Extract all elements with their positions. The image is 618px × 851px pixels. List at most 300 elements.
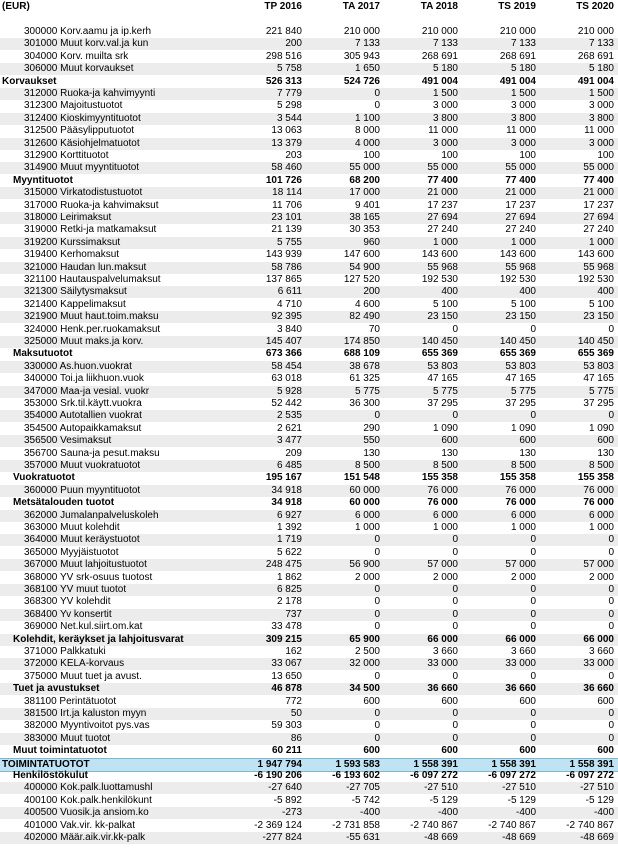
row-label: Henkilöstökulut [13,770,89,781]
value-cell: 47 165 [583,373,614,385]
table-row [0,373,618,385]
row-label: 321100 Hautauspalvelumaksut [24,274,161,285]
value-cell: 268 691 [499,50,536,62]
row-label: 325000 Muut maks.ja korv. [24,336,144,347]
value-cell: 100 [441,150,458,161]
value-cell: 1 593 583 [335,758,380,770]
value-cell: 0 [452,584,458,595]
value-cell: 6 000 [588,509,614,521]
value-cell: 0 [608,410,614,422]
value-cell: 23 150 [505,311,536,323]
value-cell: 101 726 [265,174,302,186]
row-label: 402000 Määr.aik.vir.kk-palk [24,832,146,843]
value-cell: 192 530 [577,274,614,285]
value-cell: 21 000 [427,187,458,199]
value-cell: 155 358 [499,472,536,484]
value-cell: 7 133 [354,38,380,50]
value-cell: 210 000 [421,26,458,37]
value-cell: 6 000 [354,509,380,521]
value-cell: 655 369 [577,348,614,360]
value-cell: 0 [374,100,380,112]
value-cell: 54 900 [349,261,380,273]
value-cell: 0 [452,608,458,620]
table-row [0,485,618,497]
row-label: 312600 Käsiohjelmatuotot [24,137,140,149]
value-cell: 1 100 [354,112,380,124]
value-cell: 100 [597,150,614,161]
row-label: 347000 Maa-ja vesial. vuokr [24,385,150,397]
value-cell: 63 018 [271,373,302,385]
value-cell: 400 [597,286,614,298]
row-label: 368000 YV srk-osuus tuotost [24,571,153,583]
value-cell: 1 090 [588,422,614,434]
value-cell: 192 530 [499,274,536,285]
value-cell: 600 [441,435,458,447]
table-row [0,460,618,472]
table-row [0,733,618,745]
value-cell: 0 [608,720,614,732]
table-row [0,200,618,212]
row-label: 314900 Muut myyntituotot [24,162,140,174]
value-cell: 210 000 [343,26,380,37]
row-label: 319400 Kerhomaksut [24,249,120,261]
value-cell: 5 928 [276,385,302,397]
value-cell: 3 000 [588,100,614,112]
value-cell: 2 500 [354,646,380,657]
value-cell: 58 786 [271,261,302,273]
value-cell: -273 [281,807,302,819]
value-cell: 600 [597,745,614,757]
value-cell: 0 [374,732,380,744]
row-label: 312500 Pääsylipputuotot [24,125,135,137]
value-cell: 127 520 [343,274,380,285]
value-cell: 1 090 [432,422,458,434]
value-cell: 298 516 [265,50,302,62]
value-cell: 0 [530,534,536,546]
table-row [0,88,618,100]
value-cell: 52 442 [271,398,302,409]
value-cell: 77 400 [583,174,614,186]
table-row [0,410,618,422]
row-label: 381100 Perintätuotot [24,695,117,707]
value-cell: 737 [285,608,302,620]
value-cell: 400 [441,286,458,298]
value-cell: 491 004 [421,75,458,87]
row-label: 357000 Muut vuokratuotot [24,460,141,471]
value-cell: -48 669 [502,832,536,843]
value-cell: 21 139 [271,224,302,236]
table-row [0,584,618,596]
value-cell: 8 500 [588,460,614,471]
value-cell: 1 500 [510,88,536,99]
value-cell: 1 090 [510,422,536,434]
value-cell: 1 500 [432,88,458,99]
subtotal-row [0,683,618,695]
value-cell: 3 800 [588,112,614,124]
value-cell: -5 742 [351,794,380,806]
value-cell: -6 097 272 [488,770,536,781]
value-cell: 210 000 [499,26,536,37]
value-cell: 600 [519,435,536,447]
row-label: 321900 Muut haut.toim.maksu [24,311,159,323]
value-cell: 18 114 [272,187,302,199]
table-row [0,832,618,844]
value-cell: 0 [374,670,380,682]
value-cell: 77 400 [427,174,458,186]
row-label: 319000 Retki-ja matkamaksut [24,224,157,236]
value-cell: 1 000 [588,522,614,533]
value-cell: 0 [452,546,458,558]
table-row [0,820,618,832]
value-cell: 0 [374,720,380,732]
value-cell: 53 803 [505,360,536,372]
value-cell: -48 669 [580,832,614,843]
value-cell: 203 [285,150,302,161]
value-cell: 5 758 [276,63,302,75]
value-cell: -27 705 [346,782,380,794]
value-cell: 55 968 [505,261,536,273]
value-cell: 7 133 [510,38,536,50]
table-row [0,435,618,447]
value-cell: 11 000 [428,125,458,137]
value-cell: 2 535 [276,410,302,422]
value-cell: 130 [441,447,458,459]
row-label: 381500 Irt.ja kaluston myyn [24,708,147,719]
value-cell: 65 900 [349,633,380,645]
table-row [0,547,618,559]
row-label: Maksutuotot [13,348,73,360]
value-cell: 33 000 [505,658,536,670]
row-label: 369000 Net.kul.siirt.om.kat [24,621,143,633]
table-row [0,212,618,224]
value-cell: 3 840 [276,323,302,335]
value-cell: 13 379 [271,137,302,149]
subtotal-row [0,76,618,88]
value-cell: 38 678 [349,360,380,372]
value-cell: -27 510 [424,782,458,794]
value-cell: 76 000 [583,484,614,496]
row-label: 368400 Yv konsertit [24,608,112,620]
row-label: 354000 Autotallien vuokrat [24,410,142,422]
value-cell: 2 000 [588,571,614,583]
value-cell: 0 [374,584,380,595]
value-cell: 27 694 [505,212,536,223]
value-cell: 3 000 [432,100,458,112]
table-row [0,100,618,112]
value-cell: 0 [530,546,536,558]
value-cell: 60 000 [349,497,380,509]
value-cell: -400 [359,807,380,819]
value-cell: -6 190 206 [254,770,302,781]
value-cell: 195 167 [265,472,302,484]
row-label: 321000 Haudan lun.maksut [24,261,147,273]
value-cell: 155 358 [577,472,614,484]
value-cell: 4 000 [354,137,380,149]
table-row [0,51,618,63]
value-cell: 70 [368,323,380,335]
table-row [0,224,618,236]
value-cell: -2 731 858 [332,819,380,831]
subtotal-row [0,497,618,509]
table-row [0,671,618,683]
row-label: Myyntituotot [13,174,73,186]
value-cell: 1 558 391 [491,758,536,770]
value-cell: 59 303 [271,720,302,732]
value-cell: 27 694 [427,212,458,223]
value-cell: 0 [608,596,614,608]
table-row [0,522,618,534]
value-cell: 5 775 [510,385,536,397]
value-cell: 5 180 [510,63,536,75]
row-label: 362000 Jumalanpalveluskoleh [24,509,159,521]
value-cell: 0 [374,546,380,558]
value-cell: 5 775 [588,385,614,397]
value-cell: 162 [285,646,302,657]
value-cell: 305 943 [343,50,380,62]
value-cell: 3 800 [432,112,458,124]
value-cell: -400 [515,807,536,819]
value-cell: 21 000 [505,187,536,199]
value-cell: 37 295 [505,398,536,409]
value-cell: 3 000 [510,100,536,112]
value-cell: 0 [530,670,536,682]
row-label: 382000 Myyntivoitot pys.vas [24,720,150,732]
row-label: TOIMINTATUOTOT [2,758,90,770]
row-label: 400100 Kok.palk.henkilökunt [24,794,152,806]
row-label: 301000 Muut korv.val.ja kun [24,38,149,50]
value-cell: 6 485 [276,460,302,471]
table-row [0,572,618,584]
table-row [0,336,618,348]
value-cell: 0 [608,546,614,558]
value-cell: 0 [452,323,458,335]
value-cell: 37 295 [427,398,458,409]
table-row [0,63,618,75]
value-cell: 772 [285,695,302,707]
value-cell: 9 401 [354,199,380,211]
value-cell: -277 824 [262,832,302,843]
row-label: 312900 Korttituotot [24,150,109,161]
row-label: Korvaukset [2,75,57,87]
table-row [0,249,618,261]
value-cell: 3 660 [510,646,536,657]
value-cell: 5 180 [432,63,458,75]
value-cell: 17 237 [505,199,536,211]
value-cell: 600 [597,435,614,447]
value-cell: 209 [285,447,302,459]
value-cell: 600 [519,745,536,757]
value-cell: 174 850 [343,336,380,347]
value-cell: 0 [374,596,380,608]
table-row [0,646,618,658]
value-cell: 76 000 [427,484,458,496]
value-cell: 33 067 [271,658,302,670]
value-cell: 155 358 [421,472,458,484]
value-cell: 0 [608,534,614,546]
row-label: 363000 Muut kolehdit [24,522,120,533]
value-cell: 8 500 [432,460,458,471]
column-header: TP 2016 [264,1,302,12]
row-label: 319200 Kurssimaksut [24,236,121,248]
value-cell: 200 [285,38,302,50]
table-header [0,1,618,13]
value-cell: 0 [452,621,458,633]
value-cell: 55 000 [583,162,614,174]
value-cell: 27 240 [505,224,536,236]
value-cell: -400 [437,807,458,819]
value-cell: 5 100 [510,298,536,310]
value-cell: 3 000 [588,137,614,149]
value-cell: 38 165 [349,212,380,223]
value-cell: 55 000 [349,162,380,174]
subtotal-row [0,745,618,757]
value-cell: 23 150 [583,311,614,323]
value-cell: 8 500 [354,460,380,471]
value-cell: 221 840 [265,26,302,37]
value-cell: 4 600 [354,298,380,310]
value-cell: 0 [374,608,380,620]
value-cell: 600 [363,745,380,757]
row-label: 354500 Autopaikkamaksut [24,422,142,434]
value-cell: 17 237 [427,199,458,211]
value-cell: 143 600 [577,249,614,261]
row-label: 368300 YV kolehdit [24,596,111,608]
row-label: 304000 Korv. muilta srk [24,50,129,62]
table-row [0,398,618,410]
value-cell: 3 800 [510,112,536,124]
value-cell: 5 100 [432,298,458,310]
table-row [0,386,618,398]
value-cell: 309 215 [265,633,302,645]
value-cell: 526 313 [265,75,302,87]
value-cell: 30 353 [349,224,380,236]
value-cell: -5 129 [585,794,614,806]
row-label: Vuokratuotot [13,472,75,484]
row-label: 400000 Kok.palk.luottamushl [24,782,153,794]
value-cell: 140 450 [421,336,458,347]
value-cell: 5 180 [588,63,614,75]
value-cell: 7 779 [276,88,302,99]
value-cell: 100 [519,150,536,161]
value-cell: 960 [363,236,380,248]
table-row [0,609,618,621]
table-row [0,423,618,435]
table-row [0,621,618,633]
value-cell: 55 000 [505,162,536,174]
value-cell: 6 825 [276,584,302,595]
value-cell: 0 [530,708,536,719]
value-cell: 600 [519,695,536,707]
value-cell: 6 000 [432,509,458,521]
value-cell: 1 000 [432,236,458,248]
value-cell: 55 968 [427,261,458,273]
value-cell: 0 [374,708,380,719]
value-cell: 550 [363,435,380,447]
value-cell: 600 [441,745,458,757]
value-cell: 3 000 [510,137,536,149]
value-cell: -48 669 [424,832,458,843]
table-row [0,658,618,670]
value-cell: -27 510 [580,782,614,794]
value-cell: 47 165 [427,373,458,385]
value-cell: 143 600 [499,249,536,261]
row-label: 321300 Säilytysmaksut [24,286,127,298]
column-header: TS 2019 [498,1,536,12]
value-cell: 7 133 [432,38,458,50]
value-cell: -2 369 124 [254,819,302,831]
value-cell: 145 407 [265,336,302,347]
value-cell: -6 097 272 [410,770,458,781]
value-cell: 0 [374,534,380,546]
value-cell: 82 490 [349,311,380,323]
value-cell: 11 000 [584,125,614,137]
value-cell: 268 691 [421,50,458,62]
row-label: 312000 Ruoka-ja kahvimyynti [24,88,156,99]
value-cell: 130 [519,447,536,459]
column-header: TA 2017 [342,1,380,12]
value-cell: 2 000 [432,571,458,583]
value-cell: 0 [452,596,458,608]
value-cell: 192 530 [421,274,458,285]
table-row [0,708,618,720]
value-cell: 77 400 [505,174,536,186]
row-label: 340000 Toi.ja liikhuon.vuok [24,373,144,385]
table-row [0,596,618,608]
value-cell: 1 558 391 [413,758,458,770]
value-cell: 2 621 [276,422,302,434]
value-cell: 1 392 [276,522,302,533]
row-label: 300000 Korv.aamu ja ip.kerh [24,26,152,37]
value-cell: 673 366 [265,348,302,360]
subtotal-row [0,175,618,187]
value-cell: 600 [597,695,614,707]
value-cell: 5 775 [354,385,380,397]
value-cell: 36 660 [427,683,458,695]
table-row [0,299,618,311]
value-cell: 53 803 [427,360,458,372]
value-cell: 0 [530,584,536,595]
value-cell: 1 719 [276,534,302,546]
value-cell: 86 [290,732,302,744]
value-cell: 130 [363,447,380,459]
row-label: 312400 Kioskimyyntituotot [24,112,141,124]
row-label: 321400 Kappelimaksut [24,298,126,310]
value-cell: 37 295 [583,398,614,409]
value-cell: 55 000 [427,162,458,174]
value-cell: 491 004 [499,75,536,87]
value-cell: 1 000 [510,236,536,248]
row-label: 356700 Sauna-ja pesut.maksu [24,447,160,459]
value-cell: -5 892 [273,794,302,806]
subtotal-row [0,348,618,360]
value-cell: 5 622 [276,546,302,558]
value-cell: 56 900 [349,559,380,571]
table-row [0,807,618,819]
value-cell: 600 [441,695,458,707]
value-cell: 1 558 391 [569,758,614,770]
value-cell: 34 500 [349,683,380,695]
value-cell: 100 [363,150,380,161]
value-cell: 55 968 [583,261,614,273]
value-cell: 210 000 [577,26,614,37]
table-row [0,311,618,323]
value-cell: 0 [452,670,458,682]
table-row [0,324,618,336]
row-label: 353000 Srk.til.käytt.vuokra [24,398,142,409]
row-label: 400500 Vuosik.ja ansiom.ko [24,807,149,819]
value-cell: 13 650 [271,670,302,682]
value-cell: 1 862 [276,571,302,583]
